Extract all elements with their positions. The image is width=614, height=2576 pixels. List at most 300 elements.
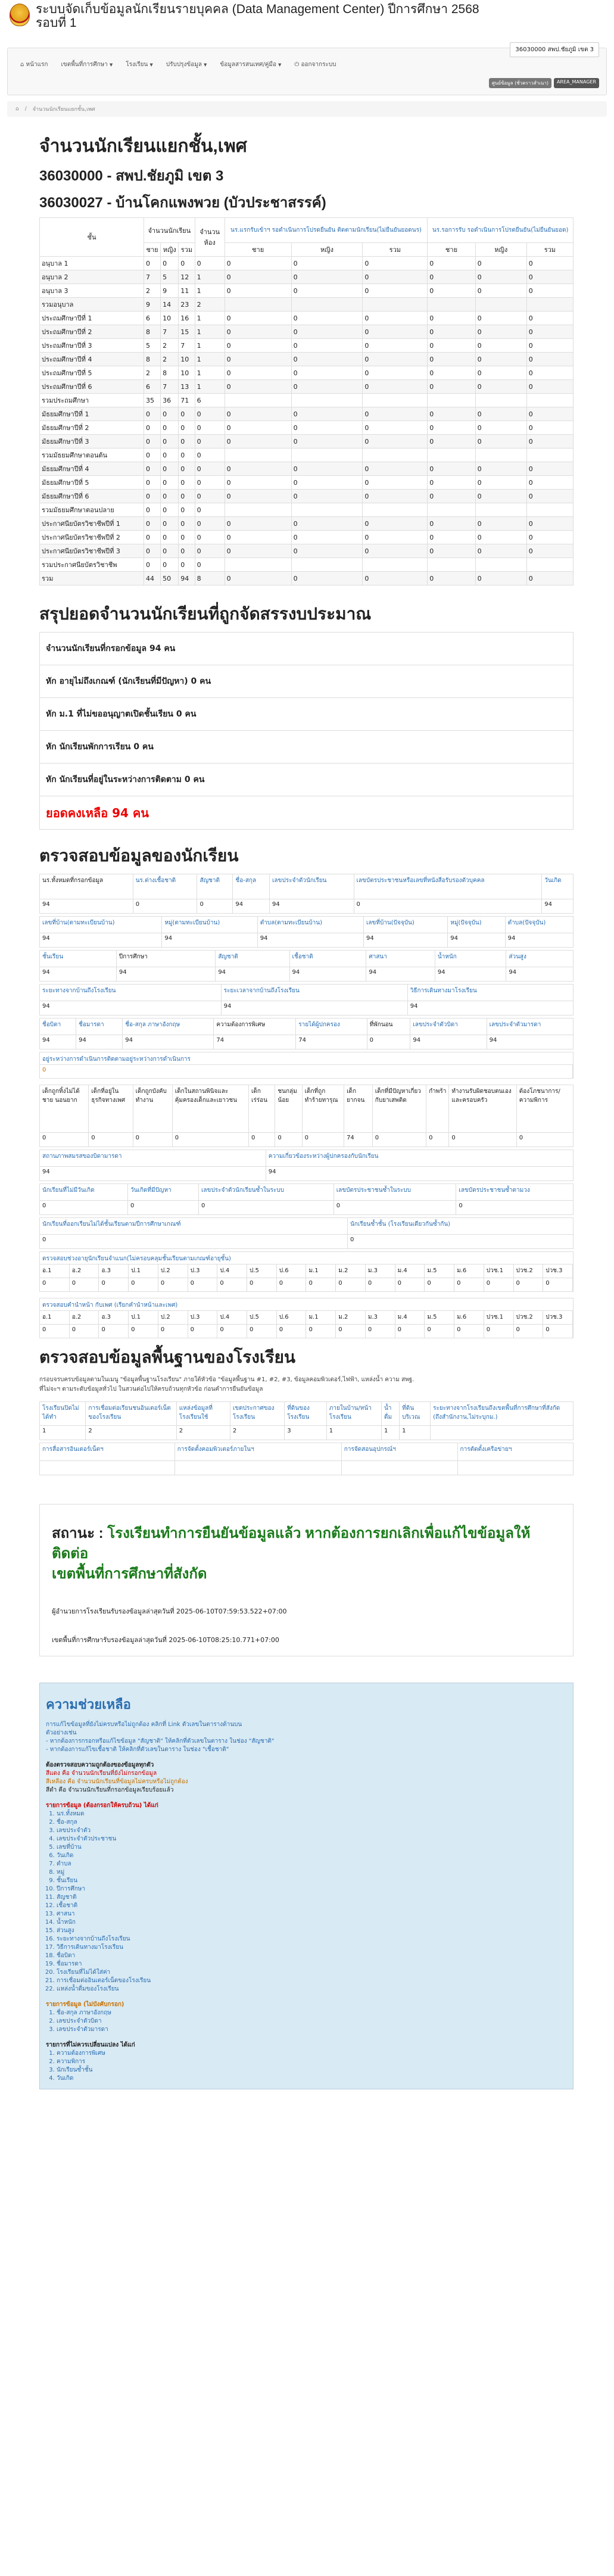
cell-value[interactable]: 0 (161, 407, 179, 421)
cell-value[interactable]: 0 (161, 517, 179, 531)
check-header[interactable]: ระยะทางจากบ้านถึงโรงเรียน (40, 985, 222, 1001)
cell-value[interactable]: 0 (144, 517, 161, 531)
cell-value[interactable]: 2 (144, 284, 161, 298)
cell-value[interactable] (475, 503, 526, 517)
age-value[interactable]: 0 (217, 1325, 247, 1338)
cell-value[interactable]: 0 (291, 380, 363, 394)
cell-value[interactable]: 0 (363, 421, 428, 435)
check-header[interactable]: ระยะทางจากโรงเรียนถึงเขตพื้นที่การศึกษาที่สังกัด (ถึงสำนักงาน,ไม่ระบุกม.) (431, 1402, 574, 1426)
cell-value[interactable]: 23 (179, 298, 195, 312)
cell-value[interactable] (225, 448, 291, 462)
check-header[interactable]: เด็กถูกทิ้งไม่ได้ชาย นอนยาก (40, 1085, 89, 1133)
cell-value[interactable] (225, 394, 291, 407)
col-group2[interactable]: นร.รอการรับ รอดำเนินการโปรดยืนยัน(ไม่ยืนยันยอด) (428, 218, 574, 243)
check-header[interactable]: หมู่(ปัจจุบัน) (448, 917, 505, 933)
check-value[interactable]: 0 (354, 899, 542, 914)
check-value[interactable] (457, 1461, 573, 1475)
cell-value[interactable]: 0 (475, 257, 526, 270)
cell-value[interactable]: 0 (225, 462, 291, 476)
cell-value[interactable]: 0 (179, 503, 195, 517)
user-account-button[interactable]: 36030000 สพป.ชัยภูมิ เขต 3 (510, 42, 599, 57)
check-value[interactable]: 94 (40, 1035, 76, 1049)
check-header[interactable]: เด็กยากจน (344, 1085, 373, 1133)
check-header[interactable]: ชื่อ-สกุล ภาษาอังกฤษ (123, 1018, 214, 1035)
check-header[interactable]: เด็กที่มีปัญหาเกี่ยวกับยาเสพติด (372, 1085, 426, 1133)
cell-value[interactable]: 0 (161, 257, 179, 270)
cell-value[interactable]: 0 (179, 544, 195, 558)
cell-value[interactable]: 0 (526, 517, 573, 531)
check-header[interactable]: ตำบล(ปัจจุบัน) (505, 917, 573, 933)
cell-value[interactable]: 0 (291, 325, 363, 339)
cell-value[interactable]: 0 (526, 572, 573, 585)
cell-value[interactable]: 0 (428, 544, 475, 558)
age-value[interactable]: 0 (395, 1325, 425, 1338)
cell-value[interactable]: 1 (195, 284, 225, 298)
age-value[interactable]: 0 (454, 1325, 484, 1338)
check-value[interactable]: 0 (40, 1133, 89, 1147)
cell-value[interactable]: 0 (291, 572, 363, 585)
check-header[interactable]: เลขประจำตัวบิดา (410, 1018, 487, 1035)
cell-value[interactable]: 0 (161, 558, 179, 572)
cell-value[interactable]: 0 (428, 421, 475, 435)
cell-value[interactable] (526, 394, 573, 407)
check-header[interactable]: นักเรียนที่ออกเรียนไม่ได้ชั้นเรียนตามปีการศึกษาเกณฑ์ (40, 1218, 348, 1235)
age-value[interactable]: 0 (99, 1278, 129, 1291)
cell-value[interactable]: 0 (475, 366, 526, 380)
cell-value[interactable]: 1 (195, 325, 225, 339)
check-value[interactable] (431, 1426, 574, 1440)
cell-value[interactable]: 0 (179, 462, 195, 476)
cell-value[interactable]: 0 (428, 284, 475, 298)
check-header[interactable]: วันเกิด (542, 874, 574, 899)
cell-value[interactable]: 0 (179, 435, 195, 448)
check-value[interactable] (174, 1461, 341, 1475)
check-header[interactable]: ปีการศึกษา (116, 951, 215, 967)
cell-value[interactable]: 0 (526, 339, 573, 353)
cell-value[interactable]: 0 (291, 284, 363, 298)
age-value[interactable]: 0 (366, 1278, 395, 1291)
age-value[interactable]: 0 (395, 1278, 425, 1291)
cell-value[interactable] (475, 298, 526, 312)
check-value[interactable]: 0 (334, 1201, 456, 1215)
check-header[interactable]: ภายในบ้าน/หน้าโรงเรียน (326, 1402, 381, 1426)
cell-value[interactable]: 12 (179, 270, 195, 284)
nav-area[interactable]: เขตพื้นที่การศึกษา ▼ (61, 61, 113, 68)
check-value[interactable]: 94 (506, 967, 574, 982)
age-value[interactable]: 0 (129, 1278, 158, 1291)
cell-value[interactable]: 8 (144, 325, 161, 339)
cell-value[interactable]: 0 (179, 407, 195, 421)
cell-value[interactable]: 0 (225, 476, 291, 490)
cell-value[interactable]: 0 (225, 325, 291, 339)
check-header[interactable]: สถานภาพสมรสของบิดามารดา (40, 1150, 266, 1167)
age-value[interactable]: 0 (247, 1278, 277, 1291)
cell-value[interactable]: 0 (179, 448, 195, 462)
age-value[interactable]: 0 (99, 1325, 129, 1338)
check-value[interactable]: 0 (40, 1235, 348, 1249)
cell-value[interactable]: 0 (195, 558, 225, 572)
cell-value[interactable] (291, 558, 363, 572)
cell-value[interactable]: 2 (144, 366, 161, 380)
age-value[interactable]: 0 (484, 1278, 514, 1291)
cell-value[interactable]: 1 (195, 339, 225, 353)
cell-value[interactable]: 50 (161, 572, 179, 585)
cell-value[interactable]: 0 (291, 517, 363, 531)
cell-value[interactable]: 0 (428, 490, 475, 503)
cell-value[interactable] (475, 448, 526, 462)
cell-value[interactable]: 0 (161, 503, 179, 517)
cell-value[interactable]: 0 (225, 407, 291, 421)
check-value[interactable]: 0 (516, 1133, 573, 1147)
check-header[interactable]: การจัดสอนอุปกรณ์ฯ (341, 1443, 457, 1461)
check-header[interactable]: รายได้ผู้ปกครอง (296, 1018, 367, 1035)
cell-value[interactable]: 0 (363, 257, 428, 270)
cell-value[interactable]: 0 (225, 353, 291, 366)
check-value[interactable]: 94 (269, 899, 354, 914)
check-header[interactable]: เด็กที่ถูกทำร้ายทารุณ (302, 1085, 344, 1133)
check-value[interactable]: 94 (289, 967, 366, 982)
age-value[interactable]: 0 (188, 1325, 218, 1338)
col-group1[interactable]: นร.แรกรับเข้าฯ รอดำเนินการโปรดยืนยัน ติดตามนักเรียน(ไม่ยืนยันยอดนร) (225, 218, 428, 243)
age-value[interactable]: 0 (158, 1278, 188, 1291)
cell-value[interactable] (363, 503, 428, 517)
age-value[interactable]: 0 (514, 1278, 544, 1291)
cell-value[interactable]: 8 (144, 353, 161, 366)
nav-home[interactable]: ⌂ หน้าแรก (20, 61, 48, 68)
check-header[interactable]: เด็กเร่ร่อน (248, 1085, 275, 1133)
cell-value[interactable]: 0 (291, 257, 363, 270)
check-header[interactable]: นร.ต่างเชื้อชาติ (133, 874, 197, 899)
check-header[interactable]: ชนกลุ่มน้อย (275, 1085, 302, 1133)
check-value[interactable]: 94 (435, 967, 506, 982)
check-value[interactable]: 0 (198, 1201, 334, 1215)
cell-value[interactable]: 0 (144, 257, 161, 270)
cell-value[interactable]: 0 (363, 476, 428, 490)
cell-value[interactable]: 10 (179, 353, 195, 366)
age-value[interactable]: 0 (40, 1278, 70, 1291)
cell-value[interactable] (225, 503, 291, 517)
cell-value[interactable]: 0 (179, 531, 195, 544)
cell-value[interactable]: 0 (195, 407, 225, 421)
cell-value[interactable]: 0 (363, 462, 428, 476)
cell-value[interactable]: 0 (363, 531, 428, 544)
cell-value[interactable]: 0 (428, 339, 475, 353)
cell-value[interactable]: 36 (161, 394, 179, 407)
check-value[interactable]: 94 (487, 1035, 573, 1049)
check-value[interactable]: 94 (266, 1167, 573, 1181)
cell-value[interactable]: 1 (195, 270, 225, 284)
check-header[interactable]: เด็กในสถานพินิจและคุ้มครองเด็กและเยาวชน (172, 1085, 248, 1133)
check-value[interactable]: 74 (214, 1035, 296, 1049)
check-value[interactable]: 1 (40, 1426, 86, 1440)
age-value[interactable]: 0 (543, 1325, 573, 1338)
cell-value[interactable]: 0 (144, 490, 161, 503)
check-value[interactable]: 0 (133, 1133, 172, 1147)
cell-value[interactable]: 0 (526, 531, 573, 544)
cell-value[interactable]: 0 (526, 490, 573, 503)
cell-value[interactable]: 0 (144, 435, 161, 448)
cell-value[interactable]: 7 (161, 380, 179, 394)
cell-value[interactable]: 0 (144, 476, 161, 490)
cell-value[interactable]: 0 (225, 544, 291, 558)
age-value[interactable]: 0 (543, 1278, 573, 1291)
cell-value[interactable]: 5 (144, 339, 161, 353)
cell-value[interactable]: 0 (526, 407, 573, 421)
age-value[interactable]: 0 (425, 1278, 454, 1291)
cell-value[interactable]: 94 (179, 572, 195, 585)
cell-value[interactable] (225, 298, 291, 312)
check-header[interactable]: ความเกี่ยวข้องระหว่างผู้ปกครองกับนักเรียน (266, 1150, 573, 1167)
check-value[interactable]: 94 (123, 1035, 214, 1049)
cell-value[interactable]: 7 (144, 270, 161, 284)
check-header[interactable]: ชื่อบิดา (40, 1018, 76, 1035)
check-header[interactable]: ชั้นเรียน (40, 951, 117, 967)
check-value[interactable] (341, 1461, 457, 1475)
cell-value[interactable]: 0 (195, 448, 225, 462)
cell-value[interactable]: 0 (475, 284, 526, 298)
check-value[interactable]: 2 (230, 1426, 284, 1440)
cell-value[interactable]: 0 (475, 407, 526, 421)
check-header[interactable]: ต้องโภชนาการ/ความพิการ (516, 1085, 573, 1133)
cell-value[interactable]: 0 (225, 339, 291, 353)
check-value[interactable]: 0 (367, 1035, 410, 1049)
cell-value[interactable]: 0 (291, 476, 363, 490)
cell-value[interactable]: 0 (291, 490, 363, 503)
cell-value[interactable]: 0 (475, 572, 526, 585)
check-header[interactable]: ความต้องการพิเศษ (214, 1018, 296, 1035)
cell-value[interactable]: 0 (475, 380, 526, 394)
check-header[interactable]: ตำบล(ตามทะเบียนบ้าน) (257, 917, 363, 933)
check-value[interactable]: 0 (197, 899, 233, 914)
check-value[interactable]: 94 (233, 899, 270, 914)
check-header[interactable]: การเชื่อมต่อเรียนชนอินเตอร์เน็ตของโรงเรียน (86, 1402, 176, 1426)
cell-value[interactable] (363, 394, 428, 407)
cell-value[interactable] (291, 394, 363, 407)
check-value[interactable]: 94 (221, 1001, 407, 1016)
cell-value[interactable] (475, 394, 526, 407)
cell-value[interactable]: 0 (161, 531, 179, 544)
cell-value[interactable]: 0 (428, 435, 475, 448)
check-header[interactable]: สัญชาติ (197, 874, 233, 899)
cell-value[interactable]: 0 (526, 366, 573, 380)
age-value[interactable]: 0 (514, 1325, 544, 1338)
cell-value[interactable]: 0 (179, 257, 195, 270)
check-value[interactable]: 3 (285, 1426, 327, 1440)
cell-value[interactable]: 0 (179, 490, 195, 503)
age-value[interactable]: 0 (454, 1278, 484, 1291)
cell-value[interactable]: 8 (195, 572, 225, 585)
cell-value[interactable]: 0 (291, 407, 363, 421)
nav-school[interactable]: โรงเรียน ▼ (126, 61, 153, 68)
cell-value[interactable]: 0 (195, 490, 225, 503)
check-header[interactable]: เลขประจำตัวนักเรียน (269, 874, 354, 899)
cell-value[interactable]: 0 (195, 517, 225, 531)
cell-value[interactable]: 0 (428, 531, 475, 544)
cell-value[interactable]: 0 (428, 312, 475, 325)
check-header[interactable]: เชื้อชาติ (289, 951, 366, 967)
check-header[interactable]: เลขที่บ้าน(ตามทะเบียนบ้าน) (40, 917, 162, 933)
check-header[interactable]: การสื่อสารอินเตอร์เน็ตฯ (40, 1443, 175, 1461)
cell-value[interactable]: 0 (526, 284, 573, 298)
check-header[interactable]: ทำงานรับผิดชอบตนเองและครอบครัว (449, 1085, 516, 1133)
check-value[interactable]: 0 (248, 1133, 275, 1147)
cell-value[interactable]: 6 (144, 380, 161, 394)
cell-value[interactable]: 0 (144, 448, 161, 462)
check-header[interactable]: แหล่งข้อมูลที่โรงเรียนใช้ (176, 1402, 230, 1426)
block-value[interactable]: 0 (40, 1065, 573, 1078)
cell-value[interactable]: 0 (225, 257, 291, 270)
age-value[interactable]: 0 (336, 1278, 366, 1291)
cell-value[interactable]: 6 (144, 312, 161, 325)
check-header[interactable]: ที่ดินบริเวณ (400, 1402, 431, 1426)
check-value[interactable]: 1 (381, 1426, 399, 1440)
cell-value[interactable]: 0 (161, 544, 179, 558)
age-value[interactable]: 0 (40, 1325, 70, 1338)
cell-value[interactable]: 0 (144, 503, 161, 517)
cell-value[interactable]: 2 (195, 298, 225, 312)
cell-value[interactable] (291, 503, 363, 517)
check-value[interactable]: 94 (162, 933, 257, 948)
check-value[interactable]: 94 (40, 899, 133, 914)
cell-value[interactable]: 0 (144, 421, 161, 435)
cell-value[interactable]: 0 (195, 421, 225, 435)
cell-value[interactable]: 0 (291, 312, 363, 325)
check-value[interactable]: 94 (216, 967, 289, 982)
cell-value[interactable]: 0 (179, 517, 195, 531)
cell-value[interactable]: 0 (475, 490, 526, 503)
cell-value[interactable]: 0 (363, 490, 428, 503)
check-header[interactable]: ชื่อ-สกุล (233, 874, 270, 899)
cell-value[interactable]: 0 (475, 312, 526, 325)
cell-value[interactable]: 0 (225, 312, 291, 325)
cell-value[interactable]: 0 (225, 531, 291, 544)
check-header[interactable]: เขตประกาศของโรงเรียน (230, 1402, 284, 1426)
cell-value[interactable]: 0 (179, 558, 195, 572)
age-value[interactable]: 0 (70, 1325, 99, 1338)
check-value[interactable] (40, 1461, 175, 1475)
cell-value[interactable] (475, 558, 526, 572)
cell-value[interactable] (363, 558, 428, 572)
cell-value[interactable]: 0 (526, 257, 573, 270)
check-header[interactable]: นักเรียนที่ไม่มีวันเกิด (40, 1184, 128, 1201)
cell-value[interactable]: 0 (428, 353, 475, 366)
age-value[interactable]: 0 (306, 1325, 336, 1338)
cell-value[interactable]: 0 (225, 380, 291, 394)
cell-value[interactable] (428, 503, 475, 517)
check-header[interactable]: เลขประจำตัวมารดา (487, 1018, 573, 1035)
cell-value[interactable]: 0 (195, 503, 225, 517)
cell-value[interactable]: 0 (428, 407, 475, 421)
cell-value[interactable]: 0 (428, 462, 475, 476)
cell-value[interactable]: 0 (526, 270, 573, 284)
age-value[interactable]: 0 (306, 1278, 336, 1291)
cell-value[interactable] (363, 448, 428, 462)
cell-value[interactable]: 0 (475, 544, 526, 558)
check-value[interactable]: 94 (40, 933, 162, 948)
check-header[interactable]: ศาสนา (366, 951, 435, 967)
check-header[interactable]: เลขที่บ้าน(ปัจจุบัน) (363, 917, 447, 933)
cell-value[interactable]: 0 (195, 531, 225, 544)
cell-value[interactable]: 0 (363, 435, 428, 448)
check-value[interactable]: 94 (448, 933, 505, 948)
cell-value[interactable]: 0 (428, 572, 475, 585)
check-value[interactable]: 0 (89, 1133, 133, 1147)
cell-value[interactable] (526, 448, 573, 462)
cell-value[interactable]: 15 (179, 325, 195, 339)
check-value[interactable]: 0 (449, 1133, 516, 1147)
cell-value[interactable]: 14 (161, 298, 179, 312)
cell-value[interactable]: 0 (363, 517, 428, 531)
cell-value[interactable]: 0 (363, 407, 428, 421)
cell-value[interactable]: 0 (291, 435, 363, 448)
check-header[interactable]: ส่วนสูง (506, 951, 574, 967)
cell-value[interactable]: 8 (161, 366, 179, 380)
age-value[interactable]: 0 (129, 1325, 158, 1338)
check-header[interactable]: เลขบัตรประชาชนหรือเลขที่หนังสือรับรองตัวบุคคล (354, 874, 542, 899)
cell-value[interactable]: 0 (526, 325, 573, 339)
check-header[interactable]: ที่พักนอน (367, 1018, 410, 1035)
age-value[interactable]: 0 (425, 1325, 454, 1338)
cell-value[interactable]: 0 (225, 284, 291, 298)
check-header[interactable]: เลขบัตรประชาชนซ้ำในระบบ (334, 1184, 456, 1201)
cell-value[interactable]: 0 (475, 517, 526, 531)
block-header[interactable]: อยู่ระหว่างการดำเนินการติดตามอยู่ระหว่างการดำเนินการ (42, 1056, 191, 1063)
check-value[interactable]: 94 (76, 1035, 123, 1049)
cell-value[interactable]: 0 (363, 366, 428, 380)
check-header[interactable]: นร.ทั้งหมดที่กรอกข้อมูล (40, 874, 133, 899)
cell-value[interactable] (428, 448, 475, 462)
cell-value[interactable]: 0 (526, 380, 573, 394)
cell-value[interactable]: 0 (144, 558, 161, 572)
check-header[interactable]: การจัดตั้งคอมพิวเตอร์ภายในฯ (174, 1443, 341, 1461)
cell-value[interactable]: 0 (526, 312, 573, 325)
cell-value[interactable]: 44 (144, 572, 161, 585)
check-header[interactable]: กำพร้า (426, 1085, 449, 1133)
cell-value[interactable]: 2 (161, 353, 179, 366)
cell-value[interactable]: 0 (291, 421, 363, 435)
check-value[interactable]: 94 (363, 933, 447, 948)
cell-value[interactable] (291, 298, 363, 312)
cell-value[interactable]: 0 (428, 366, 475, 380)
cell-value[interactable]: 0 (161, 435, 179, 448)
check-value[interactable]: 0 (456, 1201, 574, 1215)
check-header[interactable]: น้ำดื่ม (381, 1402, 399, 1426)
check-value[interactable]: 94 (40, 1001, 222, 1016)
cell-value[interactable] (291, 448, 363, 462)
cell-value[interactable]: 9 (161, 284, 179, 298)
check-value[interactable]: 94 (257, 933, 363, 948)
check-value[interactable]: 0 (426, 1133, 449, 1147)
cell-value[interactable]: 0 (291, 339, 363, 353)
cell-value[interactable]: 0 (475, 531, 526, 544)
cell-value[interactable]: 0 (363, 544, 428, 558)
cell-value[interactable]: 0 (291, 531, 363, 544)
cell-value[interactable]: 0 (161, 448, 179, 462)
cell-value[interactable]: 0 (291, 544, 363, 558)
cell-value[interactable]: 0 (225, 270, 291, 284)
check-header[interactable]: น้ำหนัก (435, 951, 506, 967)
check-value[interactable]: 0 (133, 899, 197, 914)
cell-value[interactable]: 0 (161, 421, 179, 435)
cell-value[interactable] (526, 503, 573, 517)
check-value[interactable]: 0 (40, 1201, 128, 1215)
cell-value[interactable]: 0 (526, 353, 573, 366)
check-value[interactable]: 94 (40, 967, 117, 982)
cell-value[interactable]: 1 (195, 312, 225, 325)
cell-value[interactable]: 0 (428, 325, 475, 339)
cell-value[interactable]: 2 (161, 339, 179, 353)
cell-value[interactable]: 0 (428, 270, 475, 284)
